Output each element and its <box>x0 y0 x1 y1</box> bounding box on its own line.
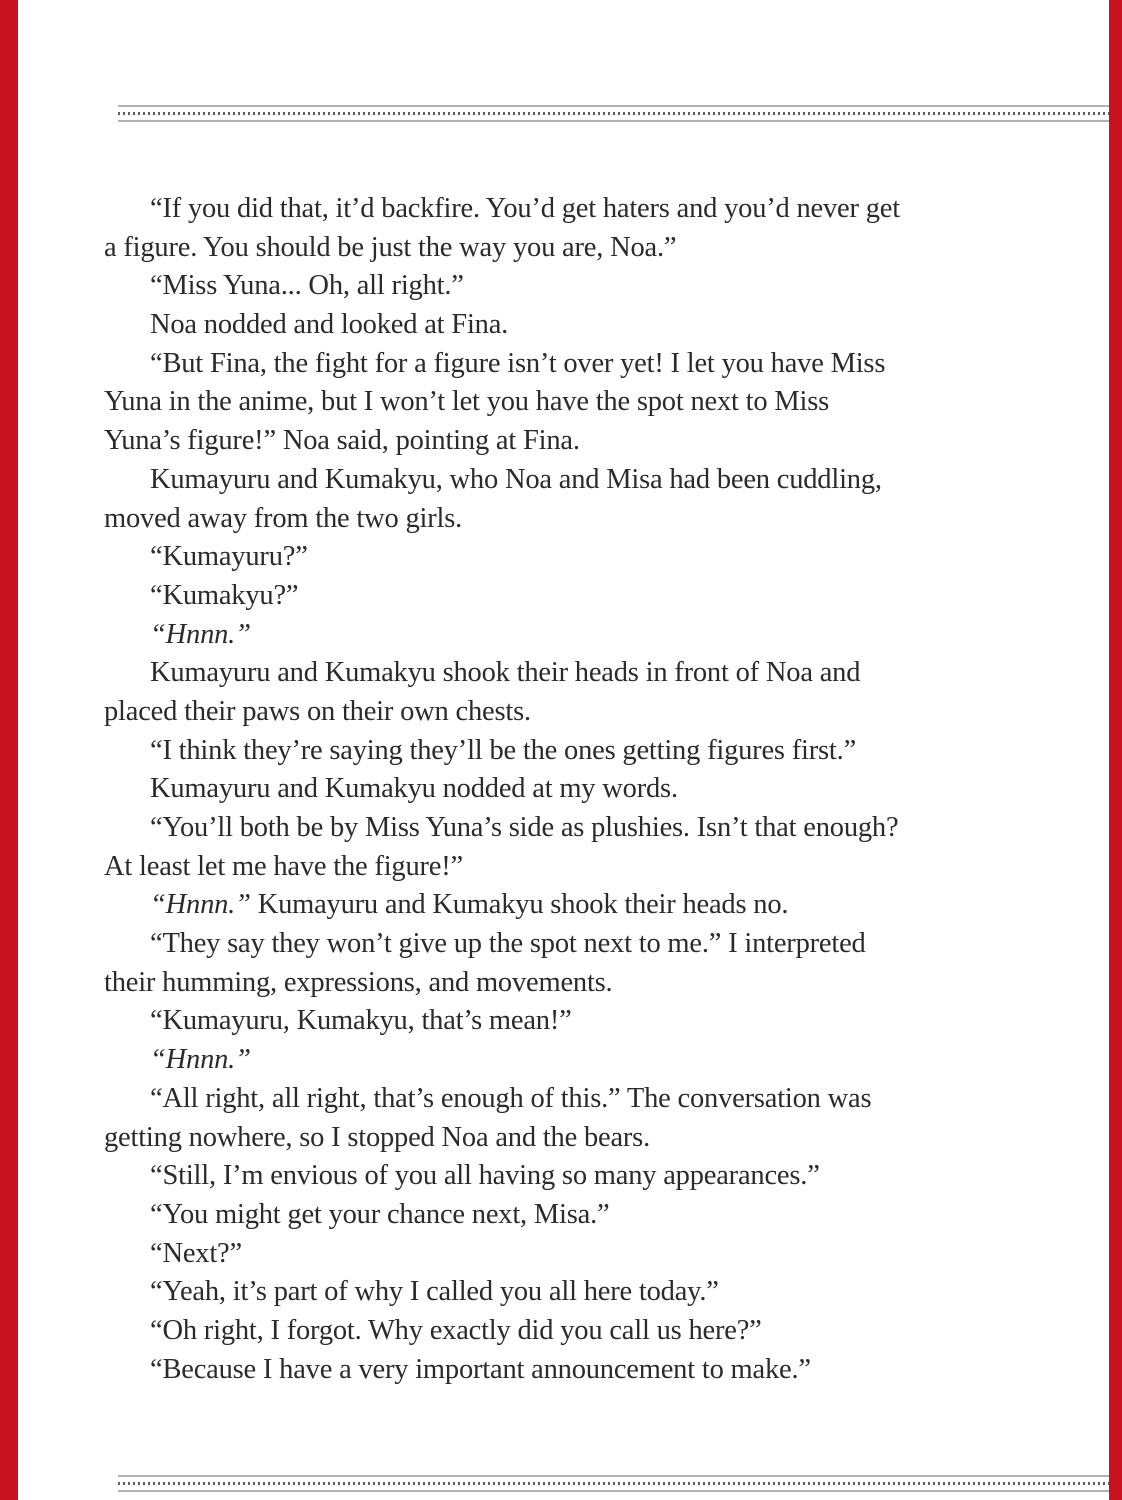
rule-line <box>118 120 1122 122</box>
text-run: a figure. You should be just the way you are, Noa.” <box>104 231 677 263</box>
text-run: “You’ll both be by Miss Yuna’s side as plushies. Isn’t that enough? <box>150 812 899 843</box>
right-page-edge-bar <box>1109 0 1122 1500</box>
text-line <box>104 732 1044 771</box>
text-line <box>104 383 1044 422</box>
text-line <box>104 1196 1044 1235</box>
text-run: moved away from the two girls. <box>104 502 463 534</box>
text-line <box>104 267 1044 306</box>
text-run: “Kumayuru?” <box>150 541 308 573</box>
text-run: Kumayuru and Kumakyu nodded at my words. <box>150 773 678 805</box>
italic-text-run: “Hnnn.” <box>150 618 251 650</box>
text-line <box>104 461 1044 500</box>
text-run: Yuna’s figure!” Noa said, pointing at Fina. <box>104 425 580 457</box>
text-line <box>104 1351 1044 1390</box>
text-run: Kumayuru and Kumakyu shook their heads no. <box>257 889 789 921</box>
text-line <box>104 538 1044 577</box>
text-run: “Because I have a very important announcement to make.” <box>150 1353 811 1385</box>
text-line <box>104 964 1044 1003</box>
text-run: “If you did that, it’d backfire. You’d get haters and you’d never get <box>150 193 900 224</box>
body-text <box>104 190 1044 1389</box>
text-run: “Still, I’m envious of you all having so many appearances.” <box>150 1160 820 1192</box>
text-run: “Next?” <box>150 1237 242 1269</box>
text-run: “But Fina, the fight for a figure isn’t over yet! I let you have Miss <box>150 347 886 379</box>
italic-text-run: “Hnnn.” <box>150 889 258 921</box>
text-line <box>104 190 1044 229</box>
text-run: their humming, expressions, and movements. <box>104 966 613 998</box>
text-line <box>104 500 1044 539</box>
text-line <box>104 1157 1044 1196</box>
text-run: getting nowhere, so I stopped Noa and the bears. <box>104 1121 650 1153</box>
text-run: “Yeah, it’s part of why I called you all here today.” <box>150 1276 719 1308</box>
text-line <box>104 654 1044 693</box>
text-run: “Kumakyu?” <box>150 579 299 611</box>
text-run: “You might get your chance next, Misa.” <box>150 1198 610 1230</box>
text-line <box>104 1080 1044 1119</box>
italic-text-run: “Hnnn.” <box>150 1044 251 1076</box>
text-run: At least let me have the figure!” <box>104 850 463 882</box>
text-run: “Kumayuru, Kumakyu, that’s mean!” <box>150 1005 572 1037</box>
bottom-border-rule <box>118 1475 1122 1492</box>
text-run: “They say they won’t give up the spot next to me.” I interpreted <box>150 928 866 960</box>
text-run: Kumayuru and Kumakyu, who Noa and Misa had been cuddling, <box>150 463 882 495</box>
text-line <box>104 422 1044 461</box>
text-run: Yuna in the anime, but I won’t let you have the spot next to Miss <box>104 386 829 418</box>
text-run: “Oh right, I forgot. Why exactly did you call us here?” <box>150 1314 762 1346</box>
text-line <box>104 1273 1044 1312</box>
text-line <box>104 306 1044 345</box>
text-run: “Miss Yuna... Oh, all right.” <box>150 270 464 302</box>
text-run: Kumayuru and Kumakyu shook their heads in front of Noa and <box>150 657 861 689</box>
text-line <box>104 886 1044 925</box>
text-line <box>104 577 1044 616</box>
text-line <box>104 1312 1044 1351</box>
text-run: “All right, all right, that’s enough of this.” The conversation was <box>150 1082 872 1114</box>
top-border-rule <box>118 105 1122 122</box>
left-page-edge-bar <box>0 0 18 1500</box>
text-line <box>104 925 1044 964</box>
text-line <box>104 770 1044 809</box>
text-line <box>104 616 1044 655</box>
text-line <box>104 1002 1044 1041</box>
text-line <box>104 1119 1044 1158</box>
text-line <box>104 229 1044 268</box>
text-line <box>104 809 1044 848</box>
text-run: placed their paws on their own chests. <box>104 695 531 727</box>
text-line <box>104 848 1044 887</box>
text-run: Noa nodded and looked at Fina. <box>150 309 509 341</box>
text-line <box>104 1041 1044 1080</box>
text-line <box>104 693 1044 732</box>
text-line <box>104 345 1044 384</box>
text-line <box>104 1235 1044 1274</box>
rule-line <box>118 1490 1122 1492</box>
text-run: “I think they’re saying they’ll be the ones getting figures first.” <box>150 734 857 766</box>
